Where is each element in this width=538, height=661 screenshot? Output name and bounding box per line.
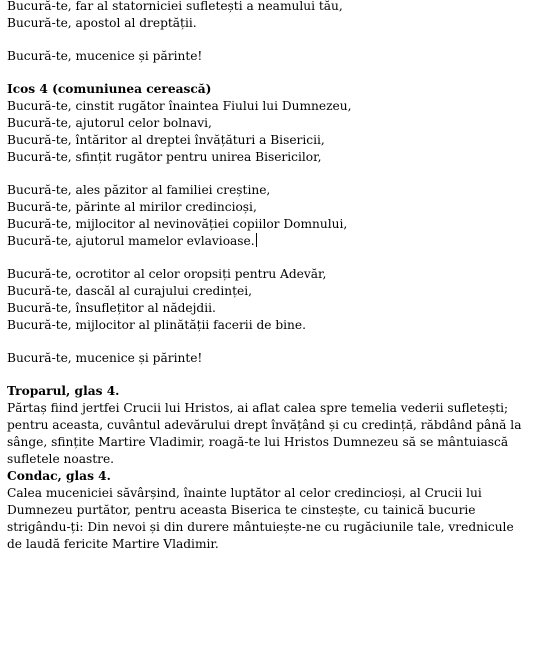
text-line: Bucură-te, far al statorniciei sufletești a neamului tău, [7,0,343,13]
text-line: Bucură-te, ajutorul mamelor evlavioase. [7,234,255,248]
text-line: Bucură-te, cinstit rugător înaintea Fiului lui Dumnezeu, [7,99,352,113]
text-line: Bucură-te, însuflețitor al nădejdii. [7,301,216,315]
condac-paragraph: Calea mucenicieі săvârșind, înainte luptător al celor credincioși, al Crucii lui Dumnezeu purtător, pentru aceasta Biserica te cinstește, cu tainică bucurie strigându-ți: Din nevoi și din durere mântuiește-ne cu rugăciunile tale, vrednicule de laudă fericite Martire Vladimir. [7,486,514,551]
icos-heading: Icos 4 (comuniunea cerească) [7,82,212,96]
text-line: Bucură-te, ocrotitor al celor oropsiți pentru Adevăr, [7,267,327,281]
text-line: Bucură-te, mijlocitor al plinătății facerii de bine. [7,318,306,332]
troparul-heading: Troparul, glas 4. [7,384,120,398]
text-line-with-cursor[interactable] [7,233,531,250]
document-page [7,0,531,553]
text-cursor [256,233,257,247]
refrain-line: Bucură-te, mucenice și părinte! [7,351,203,365]
text-line: Bucură-te, apostol al dreptății. [7,16,197,30]
text-line: Bucură-te, dascăl al curajului credinței, [7,284,252,298]
refrain-line: Bucură-te, mucenice și părinte! [7,49,203,63]
condac-heading: Condac, glas 4. [7,469,111,483]
troparul-paragraph: Părtaș fiind jertfei Crucii lui Hristos, ai aflat calea spre temelia vederii sufletești; pentru aceasta, cuvântul adevărului drept învățând și cu credință, răbdând până la sânge, sfințite Martire Vladimir, roagă-te lui Hristos Dumnezeu să se mântuiască sufletele noastre. [7,401,522,466]
text-line: Bucură-te, întăritor al dreptei învățături a Bisericii, [7,133,325,147]
text-line: Bucură-te, sfințit rugător pentru unirea Bisericilor, [7,150,322,164]
text-line: Bucură-te, ajutorul celor bolnavi, [7,116,212,130]
text-line: Bucură-te, mijlocitor al nevinovăției copiilor Domnului, [7,217,348,231]
text-line: Bucură-te, ales păzitor al familiei creștine, [7,183,271,197]
text-line: Bucură-te, părinte al mirilor credincioși, [7,200,257,214]
